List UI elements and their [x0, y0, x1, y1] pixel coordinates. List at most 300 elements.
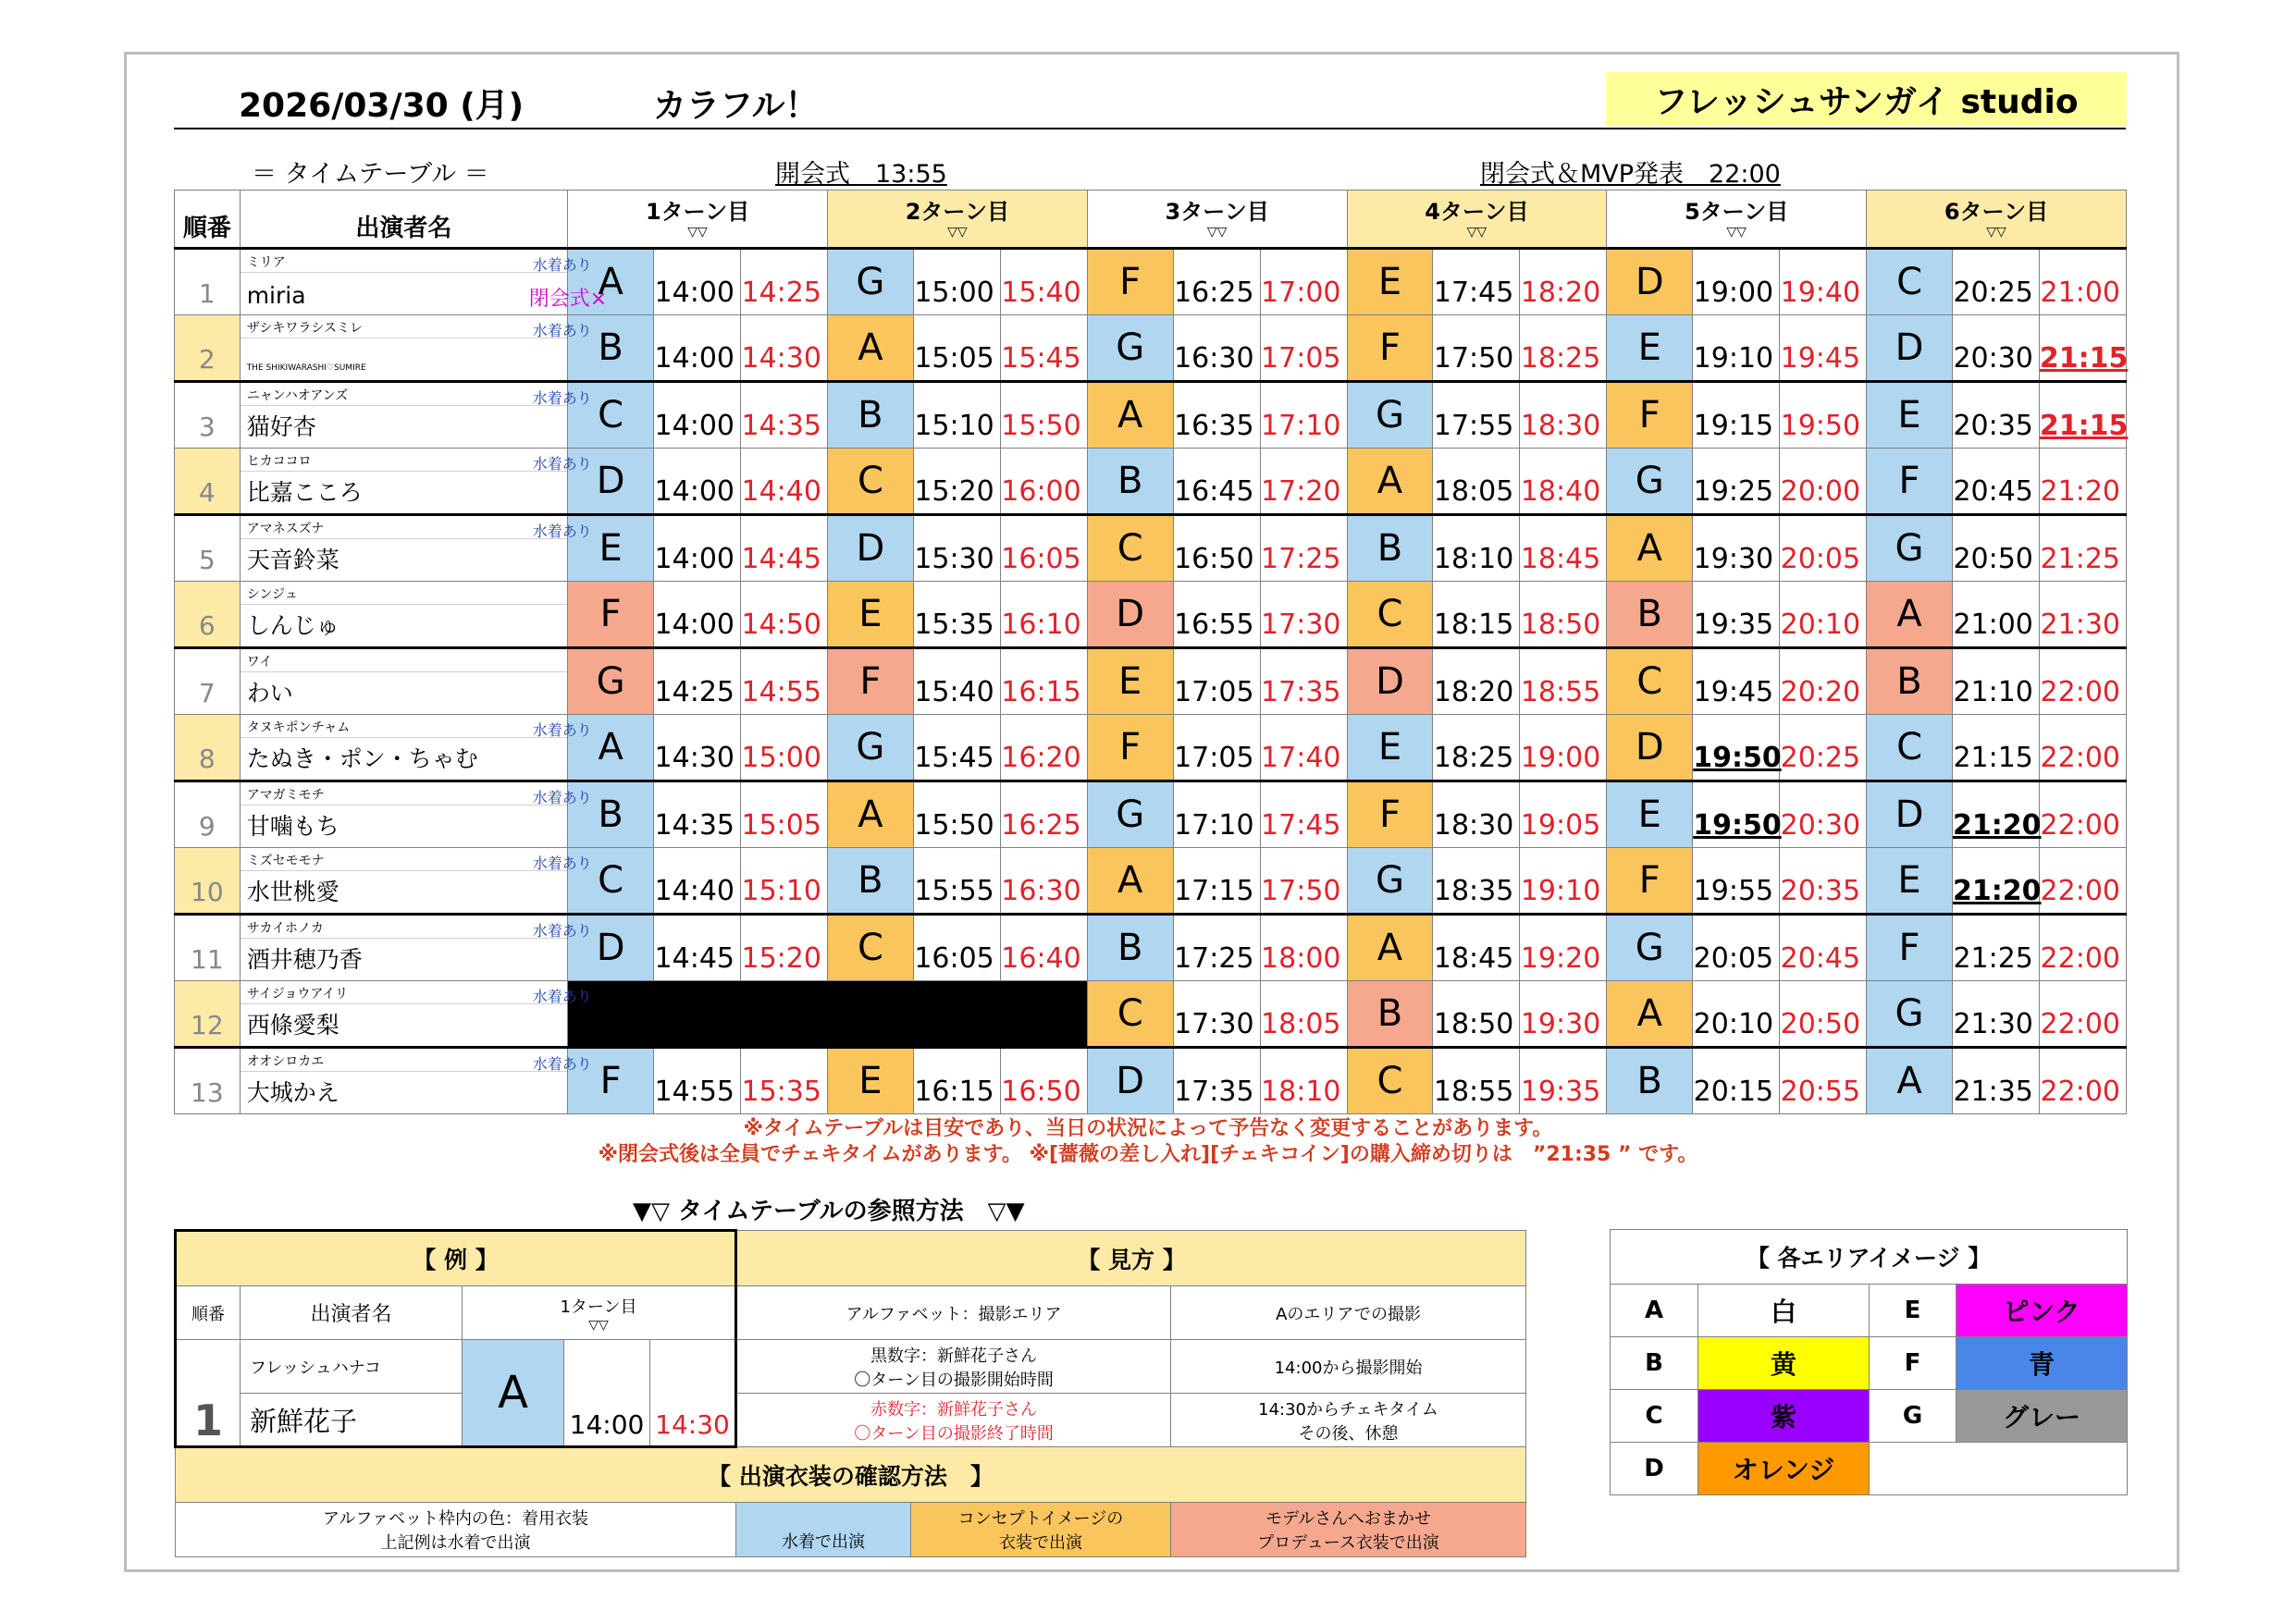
area-letter-cell: A — [827, 781, 913, 848]
start-time: 14:00 — [654, 249, 741, 315]
turn-header-2 — [827, 191, 1087, 249]
end-time: 22:00 — [2039, 715, 2126, 781]
start-time: 20:30 — [1952, 315, 2039, 382]
performer-name-cell — [240, 915, 592, 981]
end-time: 15:05 — [741, 781, 828, 848]
performer-name-cell — [240, 981, 592, 1048]
turn-header-3 — [1087, 191, 1347, 249]
end-time: 17:35 — [1260, 648, 1347, 715]
performer-kana: ヒカココロ — [246, 454, 312, 469]
example-name-label: 出演者名 — [241, 1286, 463, 1340]
area-letter-cell: E — [1867, 848, 1953, 915]
start-time: 16:55 — [1173, 582, 1260, 648]
performer-kana: ワイ — [246, 655, 273, 670]
end-time: 20:30 — [1780, 781, 1867, 848]
area-letter-cell: F — [1867, 449, 1953, 515]
kana-divider — [241, 1071, 567, 1072]
end-time: 19:40 — [1780, 249, 1867, 315]
turn-label: 5ターン目 — [1685, 198, 1789, 225]
black-desc-2: 〇ターン目の撮影開始時間 — [854, 1370, 1054, 1390]
area-letter-cell: D — [568, 915, 654, 981]
start-time: 17:45 — [1433, 249, 1520, 315]
turn-label: 1ターン目 — [645, 198, 750, 225]
example-letter: A — [463, 1340, 564, 1447]
area-letter-cell: D — [1087, 1048, 1173, 1114]
end-time: 17:05 — [1260, 315, 1347, 382]
swimsuit-badge: 水着あり — [532, 721, 592, 739]
end-time: 20:10 — [1780, 582, 1867, 648]
rank-number: 3 — [175, 382, 241, 449]
swimsuit-badge: 水着あり — [532, 789, 592, 806]
end-time: 19:00 — [1520, 715, 1607, 781]
turn-label: 4ターン目 — [1425, 198, 1529, 225]
example-turn-label — [463, 1286, 736, 1340]
performer-kana: サイジョウアイリ — [246, 987, 349, 1002]
end-time: 20:45 — [1780, 915, 1867, 981]
area-letter-cell: C — [1347, 1048, 1433, 1114]
performer-name-cell — [240, 582, 567, 648]
end-time: 16:00 — [1000, 449, 1087, 515]
start-time: 17:50 — [1433, 315, 1520, 382]
end-time: 17:20 — [1260, 449, 1347, 515]
area-letter-cell: C — [1087, 515, 1173, 582]
area-letter-cell: G — [1347, 382, 1433, 449]
end-time: 20:55 — [1780, 1048, 1867, 1114]
area-letter-cell: D — [827, 515, 913, 582]
area-empty — [1870, 1443, 2128, 1495]
example-heading: 【 例 】 — [176, 1231, 736, 1286]
area-legend — [1610, 1229, 2128, 1495]
area-letter-cell: F — [827, 648, 913, 715]
area-letter-cell: C — [827, 915, 913, 981]
end-time: 19:10 — [1520, 848, 1607, 915]
turn-header-4 — [1347, 191, 1607, 249]
area-letter-cell: D — [1607, 249, 1693, 315]
example-name: 新鮮花子 — [241, 1394, 463, 1447]
area-letter-cell: D — [1867, 781, 1953, 848]
example-turn-text: 1ターン目 — [560, 1297, 637, 1317]
performer-row — [175, 848, 2127, 915]
area-swatch: オレンジ — [1698, 1443, 1870, 1495]
performer-kana: ニャンハオアンズ — [246, 388, 349, 403]
performer-name: わい — [246, 680, 293, 707]
area-letter-cell: E — [1867, 382, 1953, 449]
area-letter-cell: E — [827, 1048, 913, 1114]
end-time: 16:50 — [1000, 1048, 1087, 1114]
area-letter-cell: C — [1087, 981, 1173, 1048]
start-time: 15:05 — [913, 315, 1000, 382]
rank-number: 11 — [175, 915, 241, 981]
start-time: 20:15 — [1693, 1048, 1780, 1114]
turn-arrows: ▽▽ — [947, 224, 968, 240]
kana-divider — [241, 938, 567, 939]
start-time: 16:30 — [1173, 315, 1260, 382]
end-time: 18:20 — [1520, 249, 1607, 315]
turn-header-1 — [568, 191, 828, 249]
letter-example: Aのエリアでの撮影 — [1171, 1286, 1526, 1340]
area-letter-cell: B — [1087, 449, 1173, 515]
performer-name-cell — [240, 848, 592, 915]
end-time: 19:05 — [1520, 781, 1607, 848]
performer-name: miria — [246, 282, 306, 309]
end-time: 16:10 — [1000, 582, 1087, 648]
costume-orange-1: コンセプトイメージの — [957, 1509, 1124, 1529]
performer-row — [175, 1048, 2127, 1114]
kana-divider — [241, 1003, 567, 1004]
end-time: 22:00 — [2039, 915, 2126, 981]
area-letter: G — [1870, 1390, 1957, 1443]
area-letter-cell: C — [1867, 249, 1953, 315]
example-start-time: 14:00 — [564, 1340, 650, 1447]
end-time: 18:10 — [1260, 1048, 1347, 1114]
start-time: 19:25 — [1693, 449, 1780, 515]
swimsuit-badge: 水着あり — [532, 988, 592, 1005]
end-time: 18:55 — [1520, 648, 1607, 715]
view-heading: 【 見方 】 — [736, 1231, 1526, 1286]
end-time: 22:00 — [2039, 848, 2126, 915]
area-letter-cell: B — [1087, 915, 1173, 981]
area-letter-cell: E — [1347, 715, 1433, 781]
area-swatch: 黄 — [1698, 1337, 1870, 1390]
rank-number: 8 — [175, 715, 241, 781]
performer-kana: アマガミモチ — [246, 788, 325, 803]
performer-name: 甘噛もち — [246, 813, 339, 840]
end-time: 17:00 — [1260, 249, 1347, 315]
start-time: 14:00 — [654, 449, 741, 515]
start-time: 18:15 — [1433, 582, 1520, 648]
start-time: 15:00 — [913, 249, 1000, 315]
performer-row — [175, 715, 2127, 781]
area-letter-cell: D — [1607, 715, 1693, 781]
area-letter-cell: G — [827, 715, 913, 781]
performer-name: 大城かえ — [246, 1079, 339, 1106]
end-time: 18:40 — [1520, 449, 1607, 515]
performer-kana: ザシキワラシスミレ — [246, 321, 363, 336]
area-letter-cell: F — [1087, 249, 1173, 315]
turn-header-5 — [1607, 191, 1867, 249]
start-time: 14:55 — [654, 1048, 741, 1114]
end-time: 15:35 — [741, 1048, 828, 1114]
performer-kana: タヌキポンチャム — [246, 720, 351, 735]
end-time: 14:40 — [741, 449, 828, 515]
area-letter-cell: G — [1607, 449, 1693, 515]
area-letter-cell: A — [1087, 848, 1173, 915]
end-time: 18:50 — [1520, 582, 1607, 648]
costume-desc-1: アルファベット枠内の色：着用衣装 — [323, 1509, 588, 1529]
performer-name: 酒井穂乃香 — [246, 946, 363, 973]
performer-row — [175, 582, 2127, 648]
performer-row — [175, 981, 2127, 1048]
performer-name-cell — [240, 1048, 592, 1114]
start-time: 14:30 — [654, 715, 741, 781]
area-letter-cell: E — [827, 582, 913, 648]
area-letter-cell: A — [1347, 449, 1433, 515]
event-title: カラフル！ — [653, 87, 819, 125]
area-letter-cell: G — [827, 249, 913, 315]
red-desc-1: 赤数字：新鮮花子さん — [870, 1399, 1038, 1420]
end-time: 20:35 — [1780, 848, 1867, 915]
start-time: 14:00 — [654, 382, 741, 449]
end-time: 18:30 — [1520, 382, 1607, 449]
example-rank-label: 順番 — [176, 1286, 241, 1340]
area-letter-cell: G — [1867, 515, 1953, 582]
swimsuit-badge: 水着あり — [532, 256, 592, 274]
reference-legend — [174, 1229, 1526, 1557]
start-time: 18:25 — [1433, 715, 1520, 781]
red-number-description — [736, 1394, 1171, 1447]
performer-kana: アマネスズナ — [246, 522, 325, 536]
end-time: 22:00 — [2039, 981, 2126, 1048]
start-time: 14:00 — [654, 315, 741, 382]
end-time: 20:20 — [1780, 648, 1867, 715]
area-letter-cell: A — [568, 715, 654, 781]
performer-name-cell — [240, 715, 592, 781]
start-time: 21:10 — [1952, 648, 2039, 715]
performer-name-cell — [240, 781, 592, 848]
start-time: 18:20 — [1433, 648, 1520, 715]
performer-kana: ミズセモモナ — [246, 854, 325, 868]
start-time: 14:00 — [654, 515, 741, 582]
end-time: 14:55 — [741, 648, 828, 715]
start-time: 16:25 — [1173, 249, 1260, 315]
end-time: 22:00 — [2039, 648, 2126, 715]
performer-kana: サカイホノカ — [246, 921, 324, 936]
area-letter-cell: F — [1347, 781, 1433, 848]
performer-kana: オオシロカエ — [246, 1054, 325, 1069]
area-letter-cell: C — [1607, 648, 1693, 715]
end-time: 21:00 — [2039, 249, 2126, 315]
start-time: 20:25 — [1952, 249, 2039, 315]
start-time: 21:35 — [1952, 1048, 2039, 1114]
area-letter-cell: F — [1087, 715, 1173, 781]
end-time: 15:50 — [1000, 382, 1087, 449]
start-time: 19:55 — [1693, 848, 1780, 915]
start-time: 21:15 — [1952, 715, 2039, 781]
rank-number: 6 — [175, 582, 241, 648]
costume-heading: 【 出演衣装の確認方法 】 — [176, 1447, 1526, 1503]
end-time: 14:25 — [741, 249, 828, 315]
performer-name-cell — [240, 648, 567, 715]
area-letter-cell: A — [1867, 582, 1953, 648]
costume-swim-cell — [736, 1503, 1171, 1557]
area-swatch: ピンク — [1957, 1285, 2128, 1337]
performer-name: THE SHIKIWARASHI♡SUMIRE — [246, 363, 366, 373]
end-time: 21:15 — [2039, 382, 2126, 449]
start-time: 21:20 — [1952, 781, 2039, 848]
event-date: 2026/03/30 (月) — [239, 87, 525, 125]
swimsuit-badge: 水着あり — [532, 523, 592, 540]
start-time: 21:00 — [1952, 582, 2039, 648]
start-time: 15:45 — [913, 715, 1000, 781]
end-time: 14:45 — [741, 515, 828, 582]
start-time: 19:50 — [1693, 781, 1780, 848]
black-number-example: 14:00から撮影開始 — [1171, 1340, 1526, 1394]
costume-concept — [911, 1503, 1170, 1556]
swimsuit-badge: 水着あり — [532, 922, 592, 940]
area-legend-title: 【 各エリアイメージ 】 — [1611, 1230, 2128, 1285]
start-time: 14:25 — [654, 648, 741, 715]
start-time: 20:45 — [1952, 449, 2039, 515]
start-time: 20:35 — [1952, 382, 2039, 449]
start-time: 16:45 — [1173, 449, 1260, 515]
area-swatch: 白 — [1698, 1285, 1870, 1337]
performer-row — [175, 382, 2127, 449]
performer-row — [175, 781, 2127, 848]
start-time: 15:30 — [913, 515, 1000, 582]
area-letter-cell: C — [568, 382, 654, 449]
end-time: 15:00 — [741, 715, 828, 781]
performer-kana: ミリア — [246, 255, 286, 270]
start-time: 18:50 — [1433, 981, 1520, 1048]
area-letter-cell: A — [568, 249, 654, 315]
swimsuit-badge: 水着あり — [532, 455, 592, 473]
timetable-label: ＝ タイムテーブル ＝ — [252, 160, 489, 189]
end-time: 20:05 — [1780, 515, 1867, 582]
reference-title: ▼▽ タイムテーブルの参照方法 ▽▼ — [633, 1198, 1025, 1225]
rank-number: 9 — [175, 781, 241, 848]
start-time: 18:35 — [1433, 848, 1520, 915]
area-letter-cell: G — [1867, 981, 1953, 1048]
end-time: 16:25 — [1000, 781, 1087, 848]
end-time: 14:50 — [741, 582, 828, 648]
rank-header: 順番 — [175, 191, 241, 249]
example-turn-arrows: ▽▽ — [588, 1317, 609, 1333]
swimsuit-badge: 水着あり — [532, 855, 592, 872]
area-letter-cell: G — [1347, 848, 1433, 915]
end-time: 21:20 — [2039, 449, 2126, 515]
red-number-example — [1171, 1394, 1526, 1447]
end-time: 19:35 — [1520, 1048, 1607, 1114]
area-letter-cell: C — [1347, 582, 1433, 648]
kana-divider — [241, 471, 567, 472]
turn-label: 3ターン目 — [1165, 198, 1269, 225]
end-time: 19:45 — [1780, 315, 1867, 382]
closing-time: 閉会式＆MVP発表 22:00 — [1480, 160, 1781, 189]
area-letter-cell: D — [1867, 315, 1953, 382]
area-letter: C — [1611, 1390, 1698, 1443]
turn-arrows: ▽▽ — [1466, 224, 1487, 240]
performer-name: 猫好杏 — [246, 413, 316, 440]
area-letter-cell: B — [1607, 582, 1693, 648]
rank-number: 13 — [175, 1048, 241, 1114]
end-time: 17:25 — [1260, 515, 1347, 582]
rank-number: 7 — [175, 648, 241, 715]
start-time: 17:30 — [1173, 981, 1260, 1048]
end-time: 17:45 — [1260, 781, 1347, 848]
start-time: 17:05 — [1173, 715, 1260, 781]
start-time: 19:30 — [1693, 515, 1780, 582]
swimsuit-badge: 水着あり — [532, 322, 592, 339]
notice-line-1: ※タイムテーブルは目安であり、当日の状況によって予告なく変更することがあります。 — [743, 1117, 1553, 1140]
costume-description — [176, 1503, 736, 1557]
performer-name-cell — [240, 315, 592, 382]
start-time: 16:50 — [1173, 515, 1260, 582]
performer-name-cell — [240, 449, 592, 515]
end-time: 20:00 — [1780, 449, 1867, 515]
performer-row — [175, 648, 2127, 715]
start-time: 16:15 — [913, 1048, 1000, 1114]
area-letter-cell: F — [1607, 848, 1693, 915]
area-letter-cell: F — [568, 582, 654, 648]
red-example-1: 14:30からチェキタイム — [1258, 1399, 1438, 1420]
end-time: 15:20 — [741, 915, 828, 981]
turn-label: 6ターン目 — [1944, 198, 2049, 225]
name-header: 出演者名 — [240, 191, 567, 249]
start-time: 14:40 — [654, 848, 741, 915]
start-time: 14:35 — [654, 781, 741, 848]
area-swatch: グレー — [1957, 1390, 2128, 1443]
end-time: 17:40 — [1260, 715, 1347, 781]
end-time: 18:45 — [1520, 515, 1607, 582]
end-time: 16:30 — [1000, 848, 1087, 915]
start-time: 15:40 — [913, 648, 1000, 715]
example-rank: 1 — [176, 1340, 241, 1447]
area-letter-cell: B — [568, 315, 654, 382]
turn-arrows: ▽▽ — [1206, 224, 1228, 240]
end-time: 22:00 — [2039, 1048, 2126, 1114]
area-letter-cell: F — [1347, 315, 1433, 382]
area-letter-cell: B — [1607, 1048, 1693, 1114]
kana-divider — [241, 272, 567, 273]
area-letter-cell: F — [1867, 915, 1953, 981]
start-time: 17:35 — [1173, 1048, 1260, 1114]
costume-salmon-1: モデルさんへおまかせ — [1265, 1509, 1431, 1529]
rank-number: 5 — [175, 515, 241, 582]
area-letter-cell: E — [1607, 781, 1693, 848]
area-letter-cell: B — [568, 781, 654, 848]
performer-row — [175, 915, 2127, 981]
area-swatch: 紫 — [1698, 1390, 1870, 1443]
area-letter: D — [1611, 1443, 1698, 1495]
turn-label: 2ターン目 — [905, 198, 1009, 225]
end-time: 15:10 — [741, 848, 828, 915]
start-time: 18:05 — [1433, 449, 1520, 515]
area-letter-cell: D — [1347, 648, 1433, 715]
rank-number: 2 — [175, 315, 241, 382]
area-letter-cell: E — [1087, 648, 1173, 715]
start-time: 21:30 — [1952, 981, 2039, 1048]
end-time: 16:05 — [1000, 515, 1087, 582]
black-desc-1: 黒数字：新鮮花子さん — [870, 1346, 1038, 1366]
start-time: 17:25 — [1173, 915, 1260, 981]
end-time: 18:25 — [1520, 315, 1607, 382]
area-letter-cell: A — [1347, 915, 1433, 981]
area-letter-cell: A — [1607, 515, 1693, 582]
costume-swim: 水着で出演 — [736, 1503, 911, 1556]
kana-divider — [241, 405, 567, 406]
start-time: 14:45 — [654, 915, 741, 981]
performer-name-cell — [240, 249, 608, 315]
area-letter-cell: F — [1607, 382, 1693, 449]
opening-time: 開会式 13:55 — [775, 160, 947, 189]
performer-row — [175, 249, 2127, 315]
turn-arrows: ▽▽ — [687, 224, 708, 240]
start-time: 17:55 — [1433, 382, 1520, 449]
end-time: 16:20 — [1000, 715, 1087, 781]
performer-row — [175, 515, 2127, 582]
red-example-2: その後、休憩 — [1298, 1423, 1399, 1444]
area-letter-cell: B — [1347, 515, 1433, 582]
end-time: 15:45 — [1000, 315, 1087, 382]
end-time: 15:40 — [1000, 249, 1087, 315]
rank-number: 10 — [175, 848, 241, 915]
blocked-slot — [568, 981, 1088, 1048]
start-time: 17:10 — [1173, 781, 1260, 848]
start-time: 19:00 — [1693, 249, 1780, 315]
start-time: 19:50 — [1693, 715, 1780, 781]
black-number-description — [736, 1340, 1171, 1394]
area-letter-cell: G — [1087, 315, 1173, 382]
